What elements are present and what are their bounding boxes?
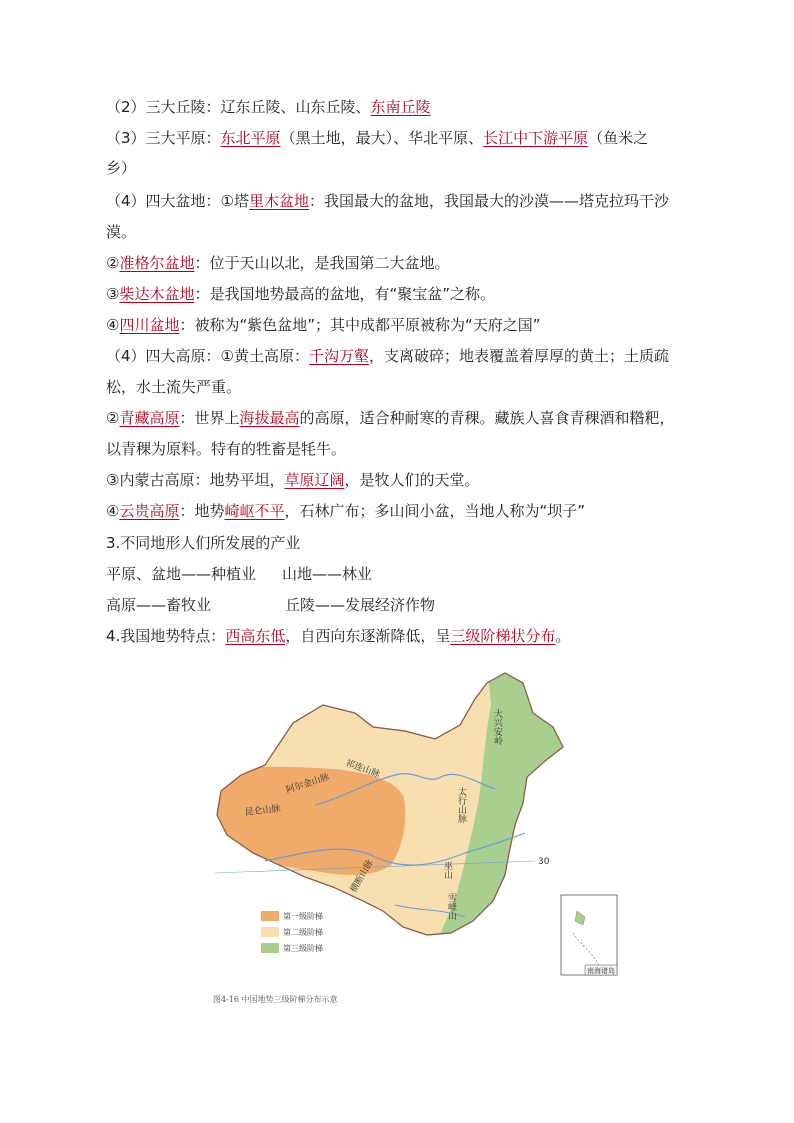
legend-label: 第二级阶梯: [283, 928, 323, 937]
mountain-label: 雪峰山: [446, 893, 456, 920]
highlight-keyword: 海拔最高: [239, 409, 300, 427]
mountain-label: 昆仑山脉: [244, 804, 282, 818]
text-line-basins: （4）四大盆地：①塔里木盆地：我国最大的盆地，我国最大的沙漠——塔克拉玛干沙: [106, 192, 670, 210]
highlight-keyword: 东南丘陵: [370, 98, 431, 116]
highlight-keyword: 长江中下游平原: [483, 129, 589, 147]
figure-caption: 图4-16 中国地势三级阶梯分布示意: [213, 995, 338, 1004]
legend-swatch-step3: [261, 943, 279, 953]
highlight-keyword: 草原辽阔: [284, 471, 345, 489]
south-china-sea-inset: [561, 895, 617, 975]
highlight-keyword: 西高东低: [225, 627, 286, 645]
text-line-plains-cont: 乡）: [106, 159, 137, 177]
highlight-keyword: 三级阶梯状分布: [450, 627, 556, 645]
text-line-qinghai-tibet-cont: 以青稞为原料。特有的牲畜是牦牛。: [106, 440, 347, 458]
legend-swatch-step2: [261, 927, 279, 937]
highlight-keyword: 四川盆地: [119, 316, 180, 334]
mountain-label: 太行山脉: [456, 787, 466, 823]
legend-label: 第三级阶梯: [283, 944, 323, 953]
map-svg: [205, 665, 625, 995]
text-line-hills: （2）三大丘陵：辽东丘陵、山东丘陵、东南丘陵: [106, 98, 431, 116]
mountain-label: 巫山: [442, 861, 452, 879]
text-line-qinghai-tibet: ②青藏高原：世界上海拔最高的高原，适合种耐寒的青稞。藏族人喜食青稞酒和糌粑，: [106, 409, 675, 427]
highlight-keyword: 里木盆地: [249, 192, 310, 210]
highlight-keyword: 崎岖不平: [224, 502, 285, 520]
highlight-keyword: 准格尔盆地: [119, 254, 195, 272]
highlight-keyword: 云贵高原: [119, 502, 180, 520]
mountain-label: 横断山脉: [348, 858, 376, 895]
text-line-sichuan: ④四川盆地：被称为“紫色盆地”；其中成都平原被称为“天府之国”: [106, 316, 541, 334]
text-line-industry-2: 高原——畜牧业 丘陵——发展经济作物: [106, 596, 436, 614]
text-line-plateaus: （4）四大高原：①黄土高原：千沟万壑，支离破碎；地表覆盖着厚厚的黄土；土质疏: [106, 347, 670, 365]
text-line-basins-cont: 漠。: [106, 223, 137, 241]
inset-label: 南海诸岛: [587, 967, 615, 975]
text-line-inner-mongolia: ③内蒙古高原：地势平坦，草原辽阔，是牧人们的天堂。: [106, 471, 480, 489]
highlight-keyword: 青藏高原: [119, 409, 180, 427]
text-line-industry-1: 平原、盆地——种植业 山地——林业: [106, 565, 373, 583]
legend-label: 第一级阶梯: [283, 912, 323, 921]
section-heading-terrain: 4.我国地势特点：西高东低，自西向东逐渐降低，呈三级阶梯状分布。: [106, 627, 571, 645]
highlight-keyword: 东北平原: [220, 129, 281, 147]
section-heading-industries: 3.不同地形人们所发展的产业: [106, 534, 301, 552]
legend-swatch-step1: [261, 911, 279, 921]
mountain-label: 大兴安岭: [492, 709, 502, 745]
text-line-yungui: ④云贵高原：地势崎岖不平，石林广布；多山间小盆，当地人称为“坝子”: [106, 502, 586, 520]
text-line-plateaus-cont: 松，水土流失严重。: [106, 378, 242, 396]
text-line-plains: （3）三大平原：东北平原（黑土地，最大）、华北平原、长江中下游平原（鱼米之: [106, 129, 649, 147]
mountain-label: 祁连山脉: [343, 758, 382, 781]
terrain-steps-map: [205, 665, 625, 995]
mountain-label: 阿尔金山脉: [284, 772, 331, 796]
latitude-label: 30: [538, 857, 550, 867]
text-line-qaidam: ③柴达木盆地：是我国地势最高的盆地，有“聚宝盆”之称。: [106, 285, 496, 303]
highlight-keyword: 柴达木盆地: [119, 285, 195, 303]
text-line-junggar: ②准格尔盆地：位于天山以北，是我国第二大盆地。: [106, 254, 450, 272]
highlight-keyword: 千沟万壑: [309, 347, 370, 365]
